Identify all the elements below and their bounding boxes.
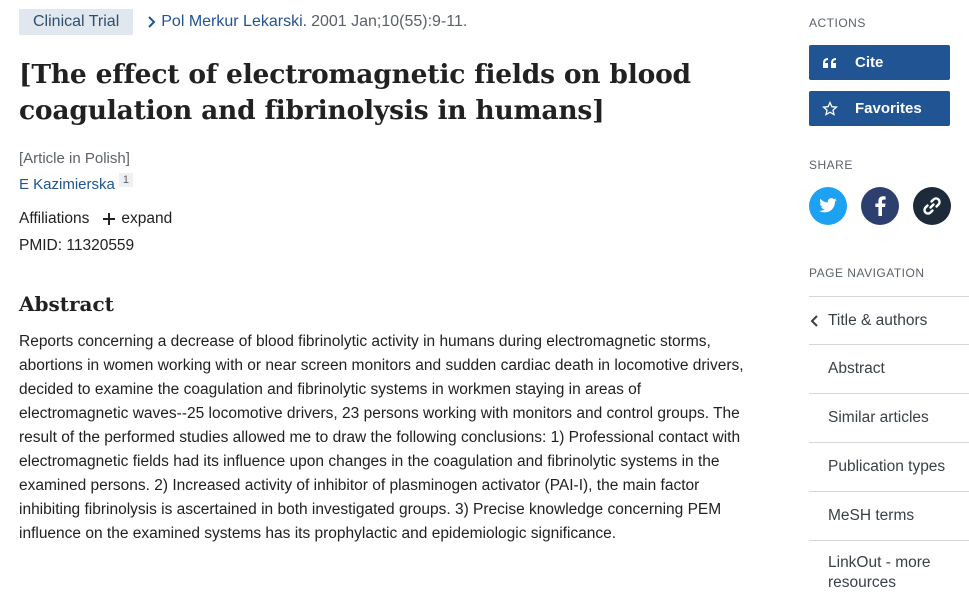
chevron-right-icon <box>145 14 159 30</box>
nav-item-similar-articles[interactable] <box>809 394 969 443</box>
nav-item-label: Publication types <box>828 458 946 475</box>
nav-item-label: Abstract <box>828 360 885 377</box>
share-twitter-button[interactable] <box>809 187 847 225</box>
language-note: [Article in Polish] <box>19 150 130 167</box>
favorites-label: Favorites <box>855 100 922 117</box>
link-icon <box>922 196 942 216</box>
article-title: [The effect of electromagnetic fields on blood coagulation and fibrinolysis in humans] <box>19 59 691 126</box>
nav-item-title-authors[interactable] <box>809 296 969 345</box>
facebook-icon <box>875 196 886 216</box>
affiliations-row <box>19 210 172 228</box>
publication-type-badge[interactable]: Clinical Trial <box>19 9 133 35</box>
cite-button[interactable] <box>809 45 950 80</box>
twitter-icon <box>818 198 838 214</box>
nav-item-mesh-terms[interactable] <box>809 492 969 541</box>
expand-affiliations-button[interactable] <box>103 210 172 228</box>
abstract-text: Reports concerning a decrease of blood fibrinolytic activity in humans during electromagnetic storms, abortions in women working with or near screen monitors and sudden cardiac death in locomotive drivers, decided to examine the coagulation and fibrinolytic systems in workmen staying in areas of electromagnetic waves--25 locomotive drivers, 23 persons working with monitors and control groups. The result of the performed studies allowed me to draw the following conclusions: 1) Professional contact with electromagnetic fields had its influence upon changes in the coagulation and fibrinolytic systems in the examined persons. 2) Increased activity of inhibitor of plasminogen activator (PAI-I), the main factor inhibiting fibrinolysis is ascertained in both investigated groups. 3) Precise knowledge concerning PEM influence on the examined systems has its prophylactic and epidemiologic significance. <box>19 333 744 542</box>
affiliations-label: Affiliations <box>19 210 90 227</box>
page-navigation-label: PAGE NAVIGATION <box>809 266 925 280</box>
nav-item-label: Title & authors <box>828 311 928 329</box>
journal-citation <box>145 13 467 31</box>
plus-icon <box>103 213 115 225</box>
cite-label: Cite <box>855 54 884 71</box>
nav-item-abstract[interactable] <box>809 345 969 394</box>
share-label: SHARE <box>809 158 853 172</box>
journal-citation-text: 2001 Jan;10(55):9-11. <box>311 13 468 30</box>
share-facebook-button[interactable] <box>861 187 899 225</box>
nav-item-publication-types[interactable] <box>809 443 969 492</box>
author-link[interactable]: E Kazimierska <box>19 176 115 193</box>
journal-link[interactable]: Pol Merkur Lekarski. <box>161 13 308 30</box>
favorites-button[interactable] <box>809 91 950 126</box>
actions-label: ACTIONS <box>809 16 866 30</box>
nav-item-linkout[interactable] <box>809 541 969 590</box>
article-meta-row <box>19 9 467 35</box>
pmid: PMID: 11320559 <box>19 237 135 254</box>
share-buttons <box>809 187 951 225</box>
nav-item-label: MeSH terms <box>828 507 915 524</box>
author-list <box>19 173 133 193</box>
quote-icon <box>809 57 851 69</box>
affiliation-number[interactable]: 1 <box>119 173 133 187</box>
share-permalink-button[interactable] <box>913 187 951 225</box>
nav-item-label: LinkOut - more resources <box>828 554 931 591</box>
expand-label: expand <box>121 210 173 227</box>
star-icon <box>809 101 851 117</box>
abstract-heading: Abstract <box>19 292 114 316</box>
nav-item-label: Similar articles <box>828 409 929 426</box>
chevron-left-icon <box>809 313 821 329</box>
page-navigation <box>809 296 969 590</box>
